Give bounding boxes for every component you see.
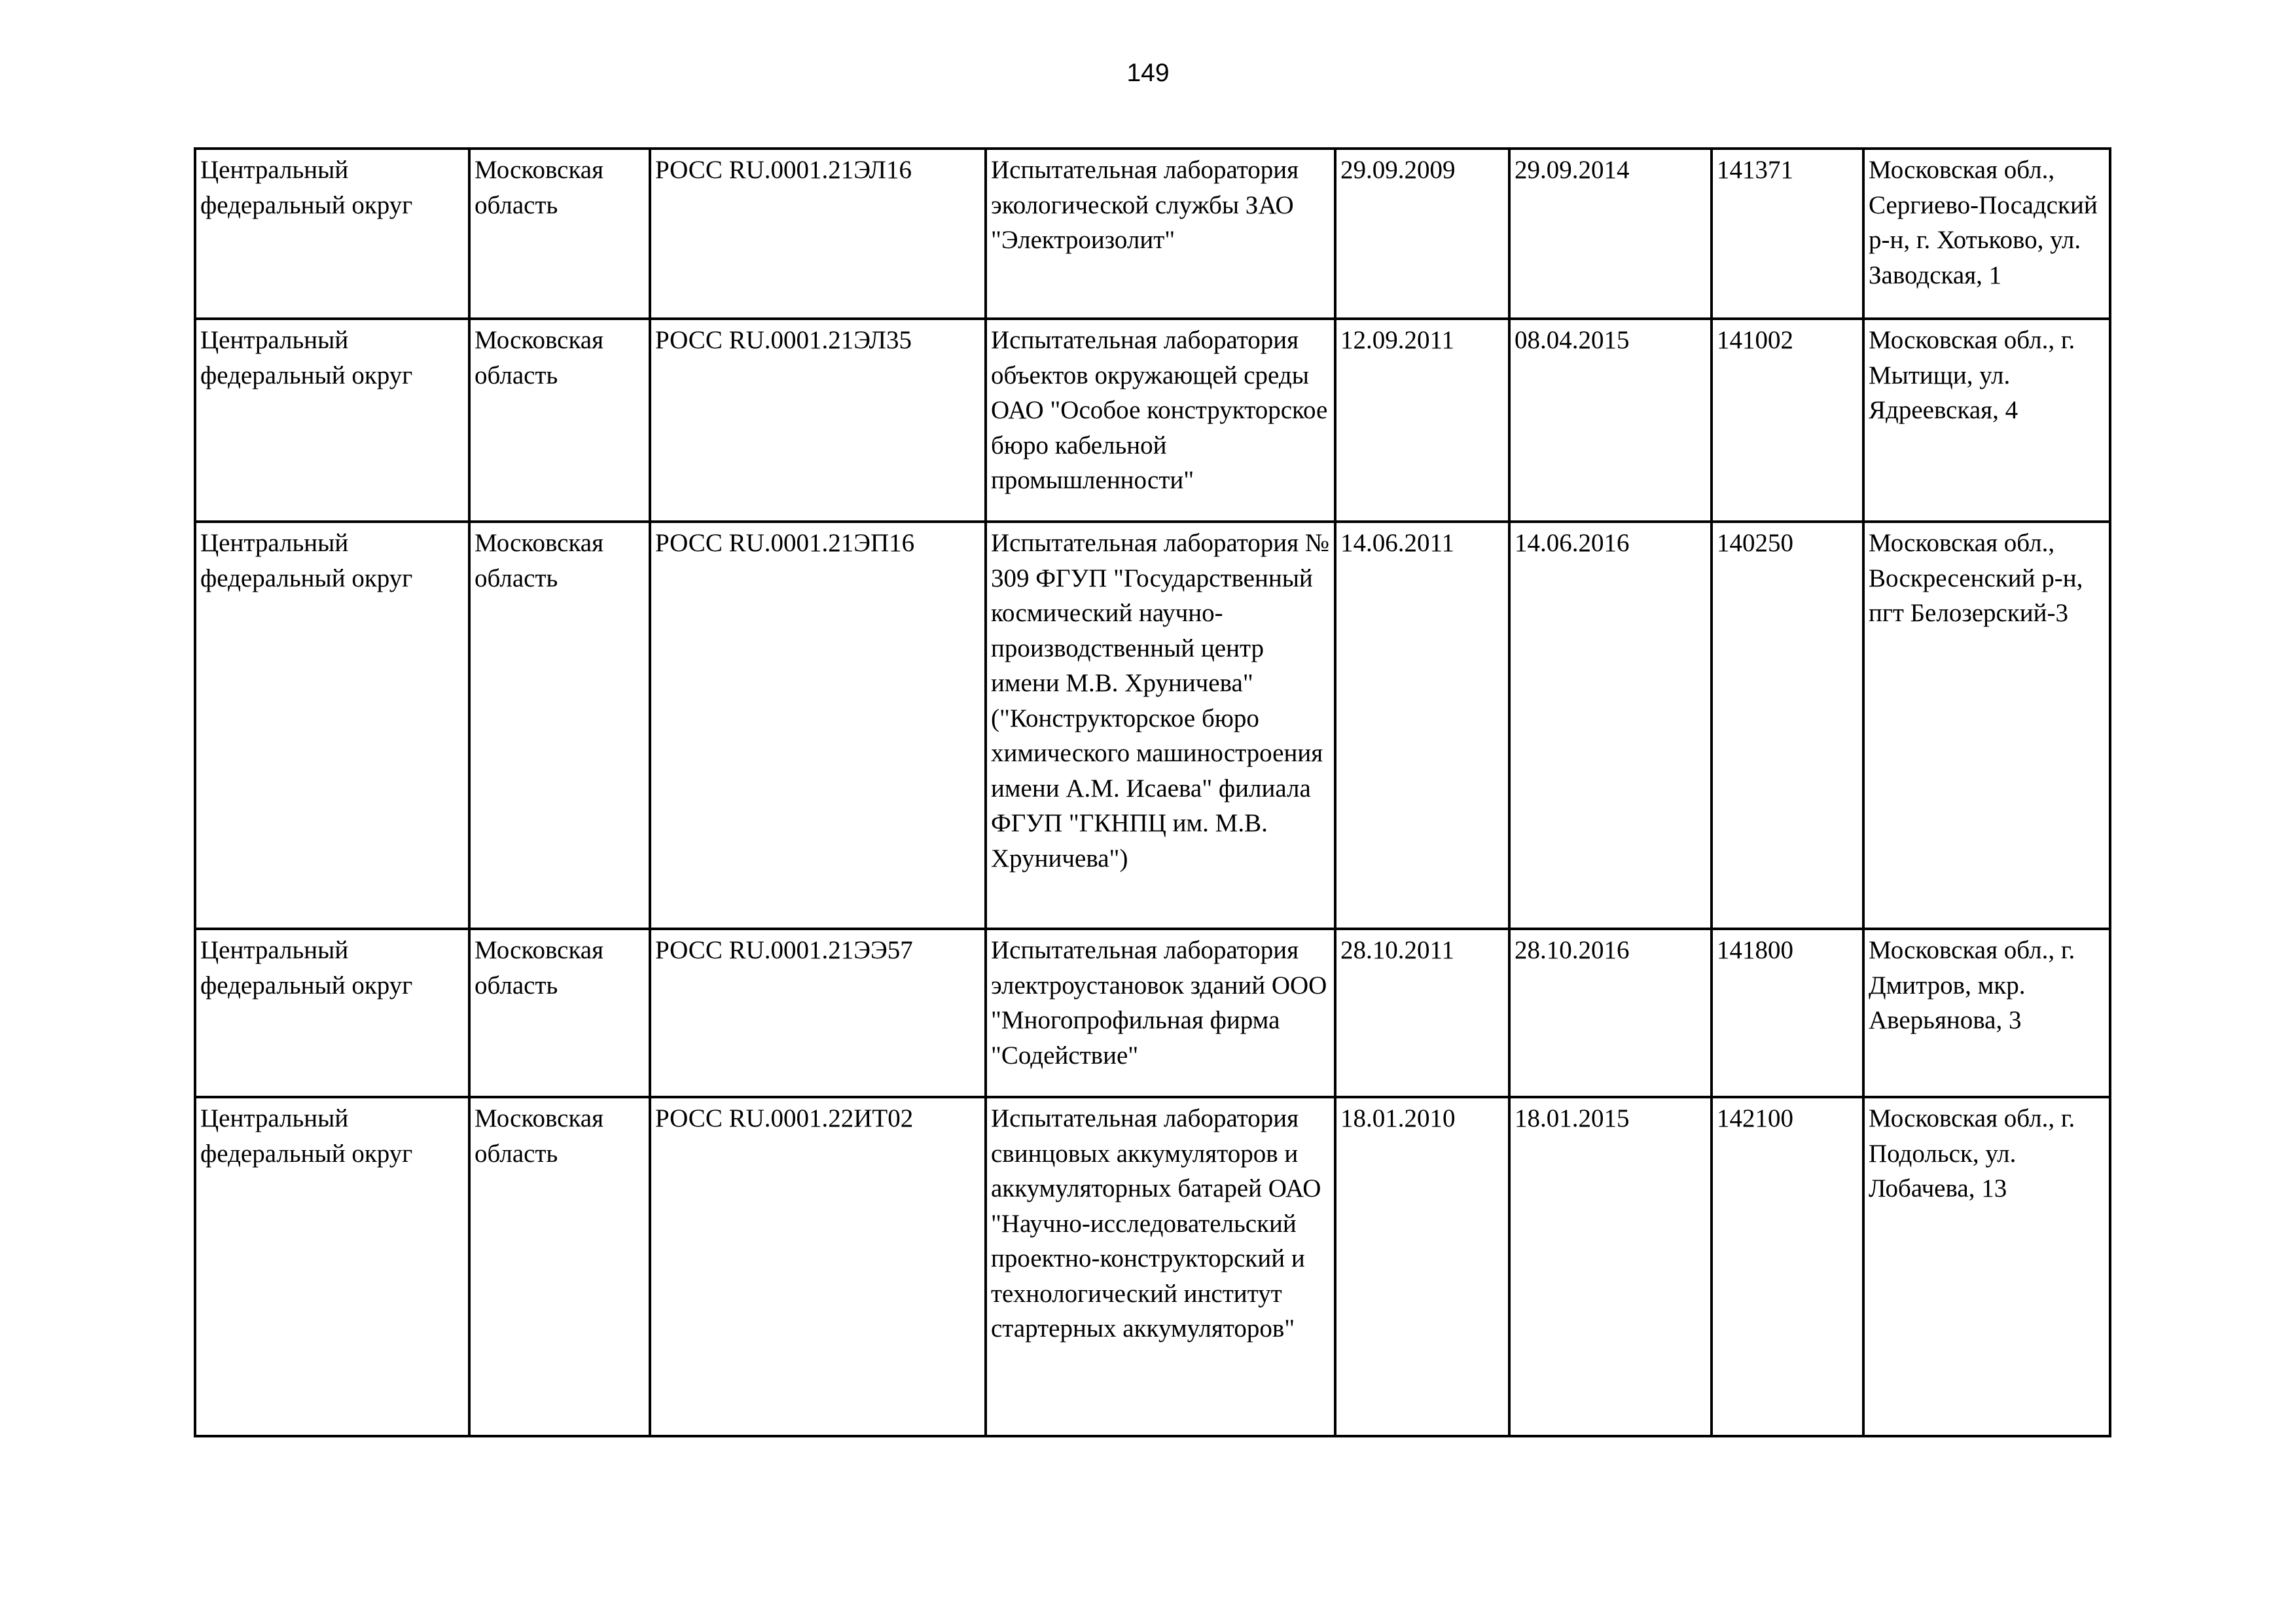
registration-number-cell: РОСС RU.0001.22ИТ02 bbox=[650, 1097, 986, 1436]
registration-number-cell: РОСС RU.0001.21ЭЛ16 bbox=[650, 149, 986, 319]
region-cell: Московская область bbox=[469, 149, 650, 319]
registration-number-cell: РОСС RU.0001.21ЭП16 bbox=[650, 522, 986, 929]
district-cell: Центральный федеральный округ bbox=[195, 522, 469, 929]
district-cell: Центральный федеральный округ bbox=[195, 319, 469, 522]
region-cell: Московская область bbox=[469, 929, 650, 1097]
table-row bbox=[195, 522, 2110, 929]
expiry-date-cell: 18.01.2015 bbox=[1509, 1097, 1712, 1436]
region-cell: Московская область bbox=[469, 522, 650, 929]
address-cell: Московская обл., г. Подольск, ул. Лобачева, 13 bbox=[1863, 1097, 2110, 1436]
registration-number-cell: РОСС RU.0001.21ЭЛ35 bbox=[650, 319, 986, 522]
accreditation-date-cell: 14.06.2011 bbox=[1335, 522, 1509, 929]
laboratory-name-cell: Испытательная лаборатория свинцовых аккумуляторов и аккумуляторных батарей ОАО "Научно-исследовательский проектно-конструкторский и технологический институт стартерных аккумуляторов" bbox=[986, 1097, 1335, 1436]
postcode-cell: 141800 bbox=[1712, 929, 1863, 1097]
expiry-date-cell: 29.09.2014 bbox=[1509, 149, 1712, 319]
address-cell: Московская обл., г. Дмитров, мкр. Аверьянова, 3 bbox=[1863, 929, 2110, 1097]
laboratory-name-cell: Испытательная лаборатория электроустановок зданий ООО "Многопрофильная фирма "Содействие" bbox=[986, 929, 1335, 1097]
accreditation-date-cell: 12.09.2011 bbox=[1335, 319, 1509, 522]
expiry-date-cell: 28.10.2016 bbox=[1509, 929, 1712, 1097]
laboratory-name-cell: Испытательная лаборатория экологической службы ЗАО "Электроизолит" bbox=[986, 149, 1335, 319]
region-cell: Московская область bbox=[469, 1097, 650, 1436]
district-cell: Центральный федеральный округ bbox=[195, 929, 469, 1097]
expiry-date-cell: 14.06.2016 bbox=[1509, 522, 1712, 929]
address-cell: Московская обл., Воскресенский р-н, пгт Белозерский-3 bbox=[1863, 522, 2110, 929]
laboratory-name-cell: Испытательная лаборатория № 309 ФГУП "Государственный космический научно-производственный центр имени М.В. Хруничева" ("Конструкторское бюро химического машиностроения имени А.М. Исаева" филиала ФГУП "ГКНПЦ им. М.В. Хруничева") bbox=[986, 522, 1335, 929]
district-cell: Центральный федеральный округ bbox=[195, 149, 469, 319]
address-cell: Московская обл., Сергиево-Посадский р-н, г. Хотьково, ул. Заводская, 1 bbox=[1863, 149, 2110, 319]
postcode-cell: 140250 bbox=[1712, 522, 1863, 929]
postcode-cell: 141002 bbox=[1712, 319, 1863, 522]
accreditation-date-cell: 18.01.2010 bbox=[1335, 1097, 1509, 1436]
address-cell: Московская обл., г. Мытищи, ул. Ядреевская, 4 bbox=[1863, 319, 2110, 522]
table-row bbox=[195, 929, 2110, 1097]
page-number: 149 bbox=[1126, 59, 1170, 87]
accreditation-date-cell: 28.10.2011 bbox=[1335, 929, 1509, 1097]
region-cell: Московская область bbox=[469, 319, 650, 522]
accreditation-date-cell: 29.09.2009 bbox=[1335, 149, 1509, 319]
district-cell: Центральный федеральный округ bbox=[195, 1097, 469, 1436]
postcode-cell: 141371 bbox=[1712, 149, 1863, 319]
laboratory-name-cell: Испытательная лаборатория объектов окружающей среды ОАО "Особое конструкторское бюро кабельной промышленности" bbox=[986, 319, 1335, 522]
expiry-date-cell: 08.04.2015 bbox=[1509, 319, 1712, 522]
postcode-cell: 142100 bbox=[1712, 1097, 1863, 1436]
table-row bbox=[195, 1097, 2110, 1436]
table-row bbox=[195, 149, 2110, 319]
laboratory-registry-table bbox=[194, 147, 2111, 1437]
registration-number-cell: РОСС RU.0001.21ЭЭ57 bbox=[650, 929, 986, 1097]
table-row bbox=[195, 319, 2110, 522]
